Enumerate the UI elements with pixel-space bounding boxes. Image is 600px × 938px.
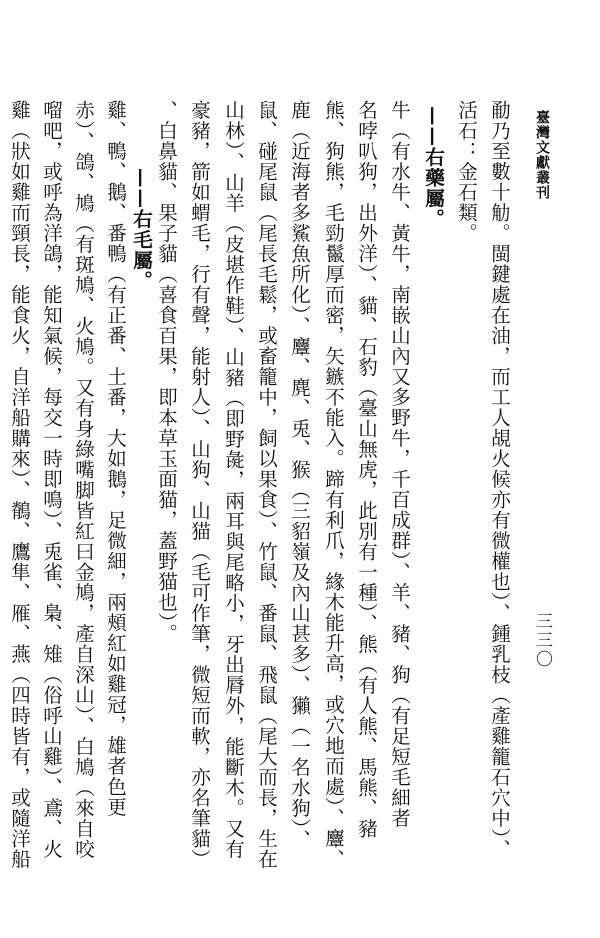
text-column: 雞、鴨、鵝、番鴨（有正番、土番，大如鵝，足微細，兩頰紅如雞冠，雄者色更 — [104, 100, 127, 818]
text-column: 豪豬，箭如蝟毛，行有聲，能射人）、山狗、山猫（毛可作筆，微短而軟，亦名筆貓） — [188, 100, 211, 870]
text-column: 鼠、碰尾鼠（尾長毛鬆，或畜籠中，飼以果食）、竹鼠、番鼠、飛鼠（尾大而長，生在 — [255, 100, 278, 870]
series-title: 臺灣文獻叢刊 — [534, 110, 550, 200]
section-heading-medicine: ——右藥屬。 — [422, 106, 445, 229]
page-number: 三三〇 — [532, 612, 552, 669]
text-column: 𠺕吧，或呼為洋鴿，能知氣候，每交一時即鳴）、兎雀、梟、雉（俗呼山雞）、鳶、火 — [40, 100, 63, 860]
text-column: 熊、狗熊，毛勁鬣厚而密，矢鏃不能入。蹄有利爪，緣木能升高，或穴地而處）、麞、 — [322, 100, 345, 870]
text-column: 山林）、山羊（皮堪作鞋）、山豬（即野彘，兩耳與尾略小，牙出脣外，能斷木。又有 — [222, 100, 245, 860]
text-column: 雞（狀如雞而頸長，能食火，自洋船購來）、鶺、鷹隼、雁、燕（四時皆有，或隨洋船 — [8, 100, 31, 870]
text-column: 、白鼻貓、果子貓（喜食百果，即本草玉面猫，蓋野猫也）。 — [155, 100, 178, 644]
text-column: 名哱叭狗，出外洋）、貓、石豹（臺山無虎，此別有一種）、熊（有人熊、馬熊、豬 — [355, 100, 378, 839]
text-column: 勈乃至數十觔。閩鍵處在油，而工人覘火候亦有微權也）、鍾乳枝（產雞籠石穴中）、 — [488, 100, 511, 860]
section-heading-fur: ——右毛屬。 — [130, 168, 153, 291]
text-column: 鹿（近海者多鯊魚所化）、麞、麂、兎、猴（三貂嶺及內山甚多）、獺（一名水狗）、 — [288, 100, 311, 850]
text-column: 活石：金石類。 — [455, 100, 478, 244]
text-column: 赤）、鴿、鳩（有斑鳩、火鳩。又有身綠嘴脚皆紅曰金鳩，產自深山）、白鳩（來自咬 — [72, 100, 95, 860]
text-column: 牛（有水牛、黃牛，南嵌山內又多野牛，千百成群）、羊、豬、狗（有足短毛細者 — [388, 100, 411, 829]
